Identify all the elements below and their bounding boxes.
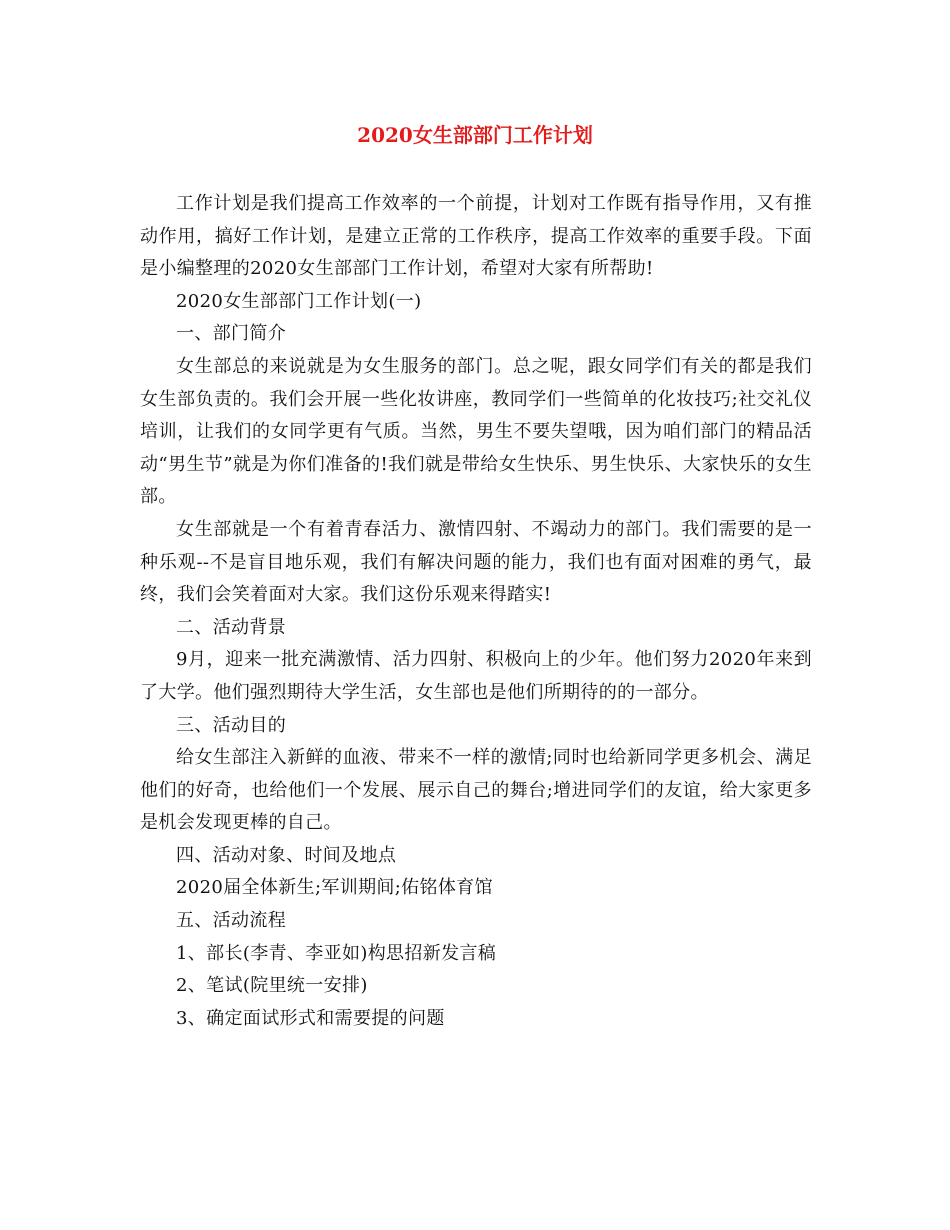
list-item-process-1: 1、部长(李青、李亚如)构思招新发言稿 bbox=[176, 942, 497, 964]
paragraph-department-spirit: 女生部就是一个有着青春活力、激情四射、不竭动力的部门。我们需要的是一种乐观--不是盲目地乐观，我们有解决问题的能力，我们也有面对困难的勇气，最终，我们会笑着面对大家。我们这份乐观来得踏实! bbox=[140, 518, 812, 606]
paragraph-purpose: 给女生部注入新鲜的血液、带来不一样的激情;同时也给新同学更多机会、满足他们的好奇，也给他们一个发展、展示自己的舞台;增进同学们的友谊，给大家更多是机会发现更棒的自己。 bbox=[140, 747, 812, 834]
paragraph-intro: 工作计划是我们提高工作效率的一个前提，计划对工作既有指导作用，又有推动作用，搞好工作计划，是建立正常的工作秩序，提高工作效率的重要手段。下面是小编整理的2020女生部部门工作计划，希望对大家有所帮助! bbox=[140, 193, 812, 280]
section-heading-background: 二、活动背景 bbox=[176, 616, 287, 638]
document-body bbox=[140, 188, 812, 1035]
section-heading-target-time-place: 四、活动对象、时间及地点 bbox=[176, 844, 397, 866]
section-heading-purpose: 三、活动目的 bbox=[176, 714, 287, 736]
paragraph-department-description: 女生部总的来说就是为女生服务的部门。总之呢，跟女同学们有关的都是我们女生部负责的。我们会开展一些化妆讲座，教同学们一些简单的化妆技巧;社交礼仪培训，让我们的女同学更有气质。当然，男生不要失望哦，因为咱们部门的精品活动“男生节”就是为你们准备的!我们就是带给女生快乐、男生快乐、大家快乐的女生部。 bbox=[140, 355, 812, 508]
section-heading-plan-one: 2020女生部部门工作计划(一) bbox=[176, 290, 422, 312]
section-heading-process: 五、活动流程 bbox=[176, 910, 287, 932]
paragraph-background: 9月，迎来一批充满激情、活力四射、积极向上的少年。他们努力2020年来到了大学。他们强烈期待大学生活，女生部也是他们所期待的的一部分。 bbox=[140, 649, 812, 703]
document-title: 2020女生部部门工作计划 bbox=[357, 123, 593, 147]
list-item-process-3: 3、确定面试形式和需要提的问题 bbox=[176, 1007, 445, 1029]
list-item-process-2: 2、笔试(院里统一安排) bbox=[176, 975, 368, 997]
paragraph-target-time-place: 2020届全体新生;军训期间;佑铭体育馆 bbox=[176, 877, 493, 899]
section-heading-department-intro: 一、部门简介 bbox=[176, 323, 287, 345]
